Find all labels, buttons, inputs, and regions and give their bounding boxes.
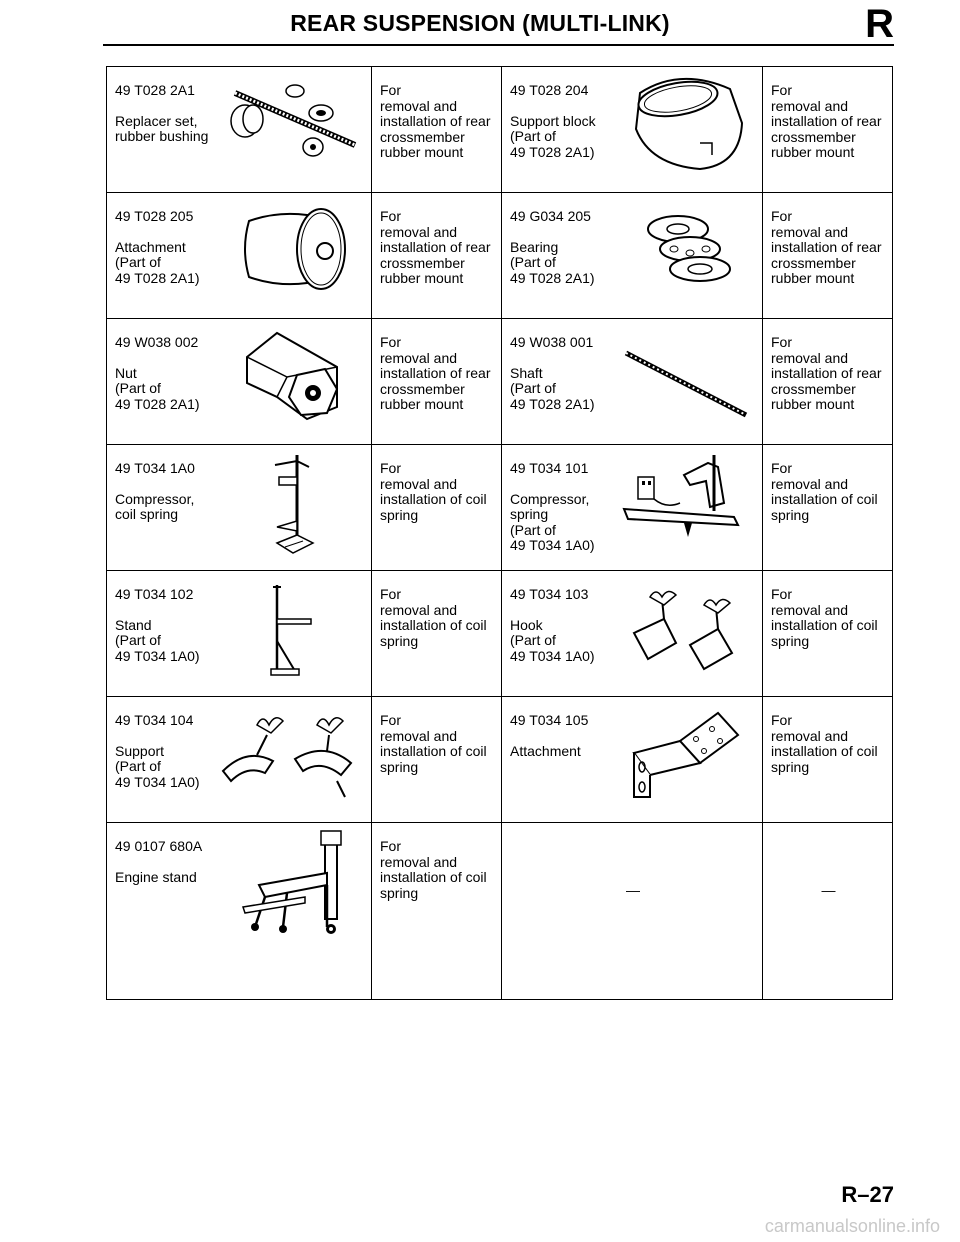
use-text: For bbox=[771, 712, 792, 728]
tool-name: Attachment bbox=[115, 238, 186, 255]
tool-name: (Part of bbox=[115, 254, 161, 270]
tool-cell bbox=[107, 193, 372, 319]
tool-number: 49 W038 002 bbox=[115, 334, 199, 350]
use-text: For bbox=[380, 712, 401, 728]
use-text: For bbox=[380, 460, 401, 476]
use-text: For bbox=[771, 460, 792, 476]
use-cell bbox=[763, 319, 893, 445]
special-tools-table bbox=[106, 66, 893, 1000]
tool-number: 49 T028 204 bbox=[510, 82, 589, 98]
use-text: removal and bbox=[771, 601, 849, 618]
tool-name: 49 T028 2A1) bbox=[510, 269, 595, 286]
page-header bbox=[0, 0, 960, 48]
section-letter: R bbox=[865, 2, 894, 46]
use-text: rubber mount bbox=[771, 396, 855, 412]
tool-cell bbox=[107, 823, 372, 1000]
use-text: rubber mount bbox=[771, 144, 855, 160]
use-text: spring bbox=[380, 884, 419, 901]
dash-placeholder: — bbox=[821, 882, 836, 898]
table-row bbox=[107, 67, 893, 193]
use-text: removal and bbox=[380, 97, 458, 114]
use-text: installation of coil bbox=[771, 491, 878, 507]
tool-name: 49 T034 1A0) bbox=[510, 647, 595, 664]
use-text: spring bbox=[771, 506, 810, 523]
tool-cell bbox=[107, 67, 372, 193]
page-title: REAR SUSPENSION (MULTI-LINK) bbox=[290, 10, 670, 36]
tool-number: 49 T034 103 bbox=[510, 586, 589, 602]
use-cell bbox=[763, 697, 893, 823]
tool-name: 49 T034 1A0) bbox=[115, 647, 200, 664]
tool-name: 49 T028 2A1) bbox=[115, 269, 200, 286]
use-cell bbox=[372, 67, 502, 193]
use-text: removal and bbox=[380, 601, 458, 618]
use-text: removal and bbox=[380, 727, 458, 744]
tool-cell bbox=[502, 319, 763, 445]
use-text: crossmember bbox=[771, 128, 856, 145]
use-text: crossmember bbox=[380, 380, 465, 397]
use-text: crossmember bbox=[771, 254, 856, 271]
tool-cell bbox=[502, 193, 763, 319]
tool-number: 49 G034 205 bbox=[510, 208, 591, 224]
use-text: installation of coil bbox=[380, 743, 487, 759]
use-cell bbox=[372, 823, 502, 1000]
use-text: installation of rear bbox=[771, 113, 882, 129]
use-text: crossmember bbox=[771, 380, 856, 397]
use-text: For bbox=[771, 334, 792, 350]
use-cell bbox=[372, 697, 502, 823]
tool-number: 49 T034 104 bbox=[115, 712, 194, 728]
use-text: removal and bbox=[380, 223, 458, 240]
tool-name: Nut bbox=[115, 364, 137, 381]
table-row bbox=[107, 571, 893, 697]
tool-name: 49 T034 1A0) bbox=[115, 773, 200, 790]
tool-cell bbox=[107, 571, 372, 697]
use-cell bbox=[372, 193, 502, 319]
tool-name: spring bbox=[510, 506, 549, 522]
use-text: spring bbox=[380, 758, 419, 775]
tool-name: Shaft bbox=[510, 364, 543, 381]
use-text: For bbox=[771, 208, 792, 224]
use-cell bbox=[763, 67, 893, 193]
tool-number: 49 T028 205 bbox=[115, 208, 194, 224]
tool-name: Stand bbox=[115, 616, 152, 633]
tool-name: 49 T034 1A0) bbox=[510, 537, 595, 553]
table-row bbox=[107, 697, 893, 823]
tool-cell bbox=[502, 697, 763, 823]
empty-use-cell bbox=[763, 823, 893, 1000]
use-text: removal and bbox=[771, 349, 849, 366]
tool-name: (Part of bbox=[510, 521, 556, 538]
use-text: For bbox=[380, 838, 401, 854]
use-text: removal and bbox=[380, 853, 458, 870]
tool-number: 49 T034 105 bbox=[510, 712, 589, 728]
use-text: rubber mount bbox=[380, 396, 464, 412]
use-text: spring bbox=[771, 632, 810, 649]
tool-name: (Part of bbox=[510, 254, 556, 270]
tool-name: Bearing bbox=[510, 238, 559, 255]
header-rule bbox=[103, 44, 894, 46]
tool-cell bbox=[502, 67, 763, 193]
use-text: spring bbox=[380, 506, 419, 523]
tool-cell bbox=[502, 571, 763, 697]
tool-number: 49 T028 2A1 bbox=[115, 82, 195, 98]
use-text: installation of rear bbox=[771, 239, 882, 255]
tool-name: 49 T028 2A1) bbox=[510, 143, 595, 160]
use-text: removal and bbox=[771, 97, 849, 114]
use-text: removal and bbox=[771, 223, 849, 240]
use-text: rubber mount bbox=[380, 270, 464, 286]
tool-name: (Part of bbox=[115, 758, 161, 774]
use-text: installation of rear bbox=[380, 239, 491, 255]
tool-name: (Part of bbox=[510, 128, 556, 144]
use-text: installation of coil bbox=[380, 617, 487, 633]
use-text: For bbox=[380, 208, 401, 224]
tool-name: 49 T028 2A1) bbox=[510, 395, 595, 412]
tool-name: (Part of bbox=[115, 380, 161, 396]
tool-name: (Part of bbox=[115, 632, 161, 648]
tool-name: Support bbox=[115, 742, 165, 759]
use-text: crossmember bbox=[380, 254, 465, 271]
use-cell bbox=[372, 319, 502, 445]
tool-name: Attachment bbox=[510, 742, 581, 759]
use-cell bbox=[763, 571, 893, 697]
use-text: For bbox=[380, 334, 401, 350]
table-row bbox=[107, 319, 893, 445]
use-text: installation of coil bbox=[771, 743, 878, 759]
tool-name: Support block bbox=[510, 112, 596, 129]
table-row bbox=[107, 193, 893, 319]
use-cell bbox=[372, 445, 502, 571]
tool-cell bbox=[107, 319, 372, 445]
use-text: installation of coil bbox=[380, 869, 487, 885]
use-cell bbox=[372, 571, 502, 697]
dash-placeholder: — bbox=[626, 882, 640, 898]
tool-number: 49 T034 101 bbox=[510, 460, 589, 476]
use-cell bbox=[763, 445, 893, 571]
page-number: R–27 bbox=[841, 1182, 894, 1207]
tool-number: 49 T034 102 bbox=[115, 586, 194, 602]
watermark: carmanualsonline.info bbox=[764, 1216, 940, 1236]
tool-name: Engine stand bbox=[115, 868, 197, 885]
use-text: removal and bbox=[771, 475, 849, 492]
tool-name: 49 T028 2A1) bbox=[115, 395, 200, 412]
tool-name: Compressor, bbox=[115, 490, 195, 507]
tool-cell bbox=[502, 445, 763, 571]
use-text: rubber mount bbox=[771, 270, 855, 286]
tool-name: rubber bushing bbox=[115, 128, 209, 144]
table-row bbox=[107, 445, 893, 571]
use-text: installation of rear bbox=[380, 113, 491, 129]
tool-name: Hook bbox=[510, 616, 543, 633]
tool-name: (Part of bbox=[510, 632, 556, 648]
use-cell bbox=[763, 193, 893, 319]
tool-name: coil spring bbox=[115, 506, 179, 522]
use-text: rubber mount bbox=[380, 144, 464, 160]
tool-number: 49 T034 1A0 bbox=[115, 460, 195, 476]
use-text: For bbox=[380, 586, 401, 602]
empty-tool-cell bbox=[502, 823, 763, 1000]
tool-name: Replacer set, bbox=[115, 112, 198, 129]
tool-number: 49 0107 680A bbox=[115, 838, 203, 854]
use-text: For bbox=[380, 82, 401, 98]
use-text: For bbox=[771, 586, 792, 602]
use-text: installation of rear bbox=[380, 365, 491, 381]
use-text: installation of coil bbox=[771, 617, 878, 633]
tool-number: 49 W038 001 bbox=[510, 334, 594, 350]
use-text: crossmember bbox=[380, 128, 465, 145]
tool-cell bbox=[107, 445, 372, 571]
tool-name: Compressor, bbox=[510, 490, 590, 507]
use-text: removal and bbox=[771, 727, 849, 744]
table-row bbox=[107, 823, 893, 1000]
use-text: spring bbox=[771, 758, 810, 775]
use-text: For bbox=[771, 82, 792, 98]
tool-cell bbox=[107, 697, 372, 823]
use-text: removal and bbox=[380, 349, 458, 366]
use-text: installation of coil bbox=[380, 491, 487, 507]
tool-name: (Part of bbox=[510, 380, 556, 396]
use-text: spring bbox=[380, 632, 419, 649]
use-text: removal and bbox=[380, 475, 458, 492]
use-text: installation of rear bbox=[771, 365, 882, 381]
